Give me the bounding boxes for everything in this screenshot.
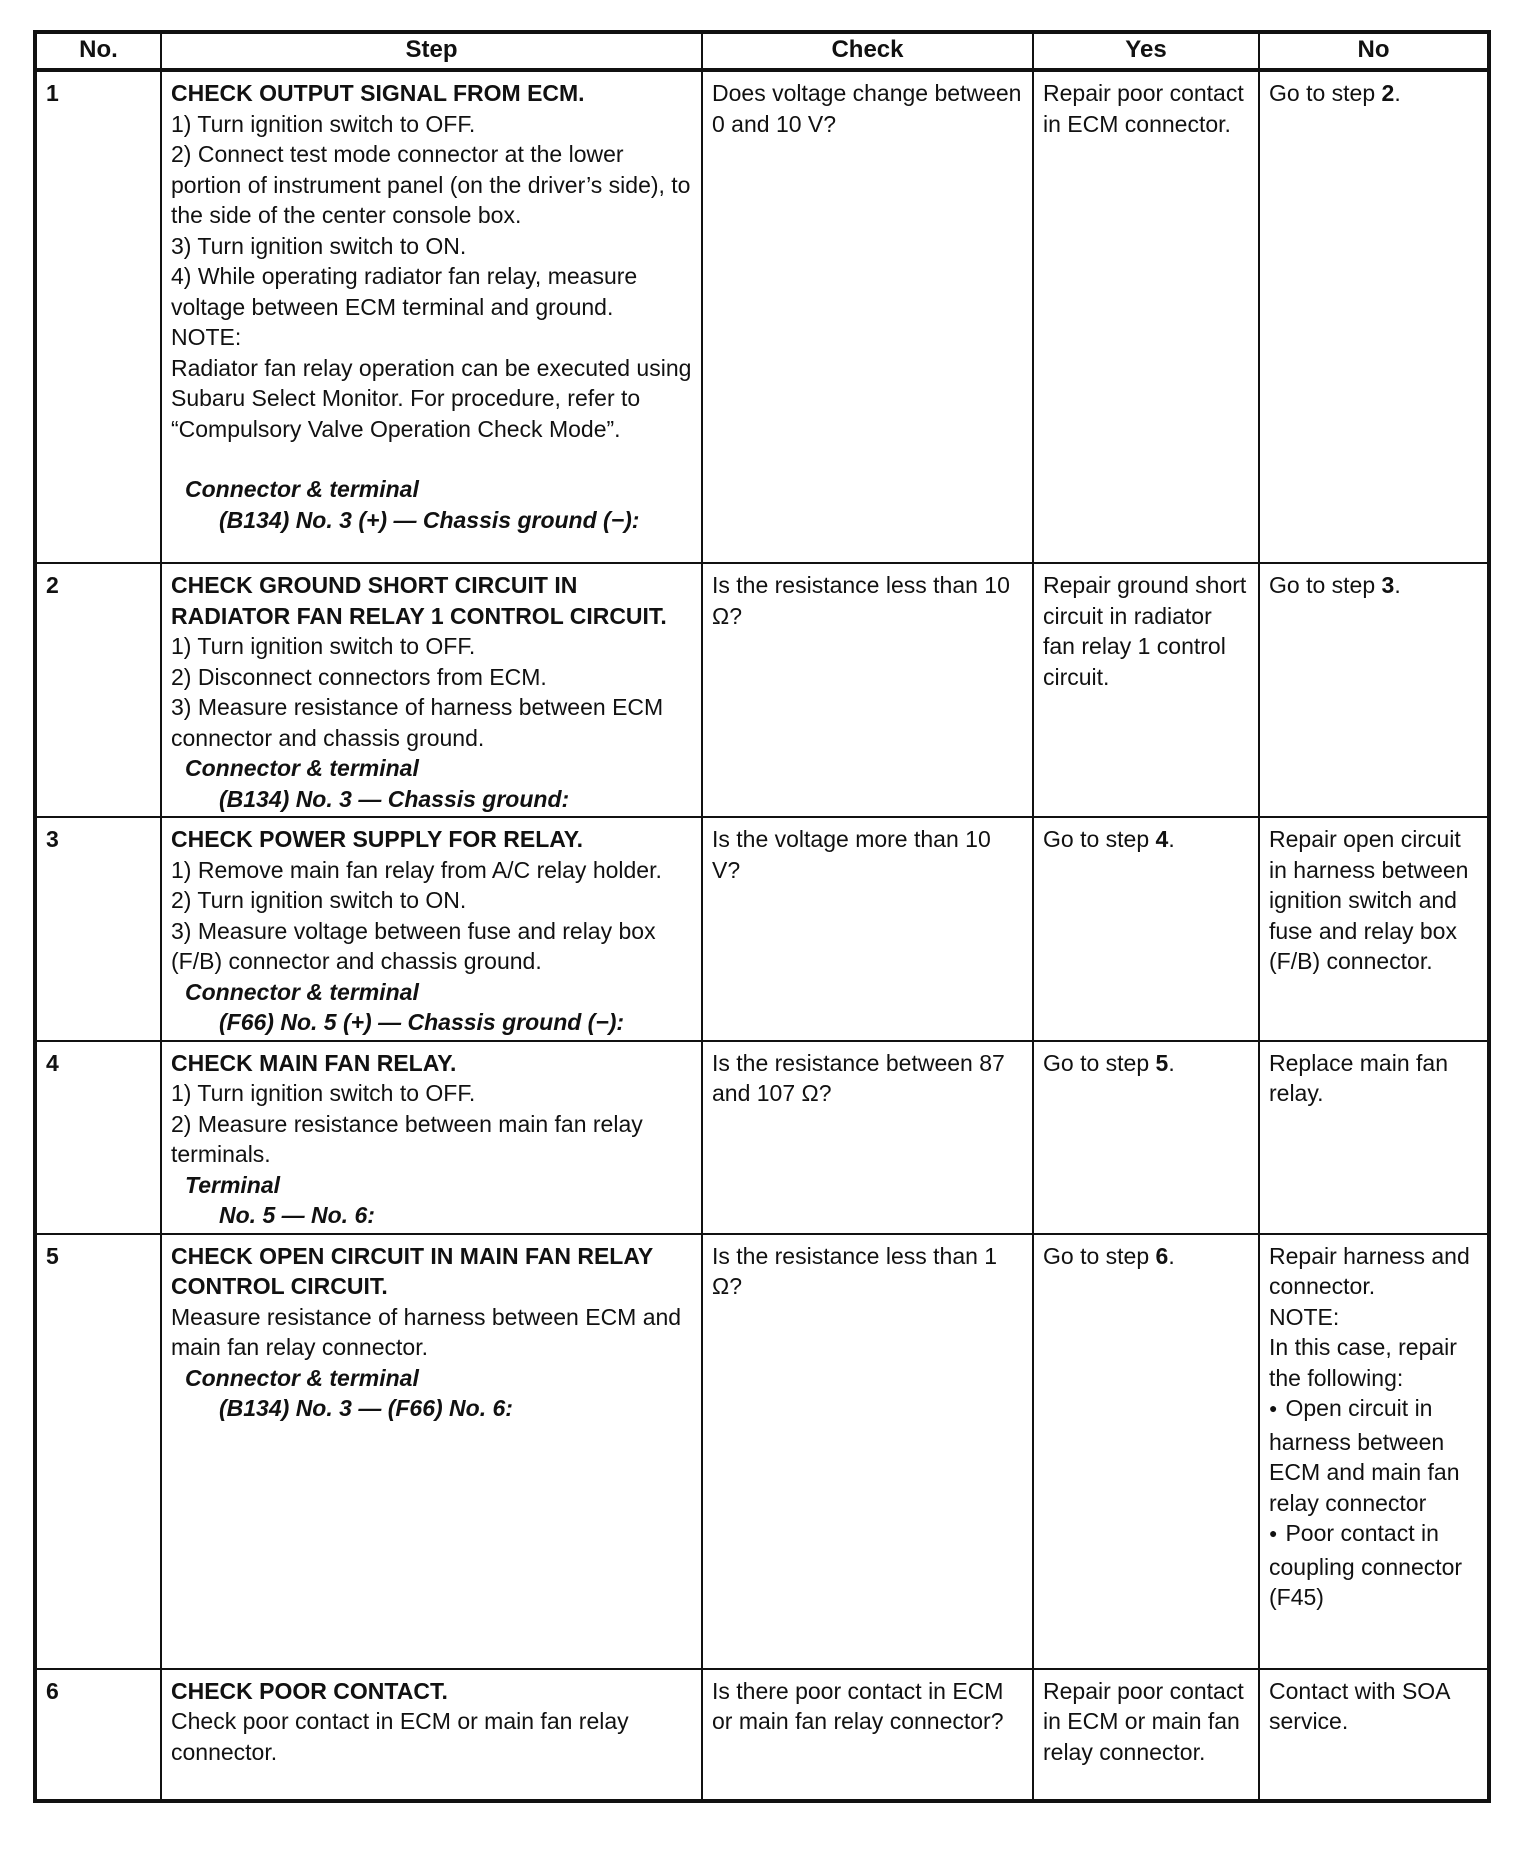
header-row [35,32,1489,70]
yes-step-ref: 4 [1155,826,1169,852]
step-title: CHECK MAIN FAN RELAY. [171,1049,457,1076]
step-number: 4 [35,1041,161,1234]
yes-cell: Go to step 4. [1033,817,1259,1041]
no-intro: Repair harness and connector. [1269,1242,1470,1299]
step-cell [161,1669,702,1801]
step-line: 4) While operating radiator fan relay, measure voltage between ECM terminal and ground. [171,263,638,320]
step-line: 3) Measure resistance of harness between ECM connector and chassis ground. [171,694,664,751]
step-line: 1) Turn ignition switch to OFF. [171,633,476,659]
step-line: 3) Measure voltage between fuse and relay box (F/B) connector and chassis ground. [171,917,656,974]
yes-cell: Repair poor contact in ECM or main fan relay connector. [1033,1669,1259,1801]
no-step-ref: 3 [1381,572,1395,598]
check-cell: Is the resistance less than 10 Ω? [702,563,1033,817]
no-cell: Replace main fan relay. [1259,1041,1489,1234]
step-line: 2) Measure resistance between main fan relay terminals. [171,1110,643,1167]
step-line: Check poor contact in ECM or main fan relay connector. [171,1708,629,1765]
step-cell [161,1041,702,1234]
table-row [35,70,1489,563]
step-title: CHECK POWER SUPPLY FOR RELAY. [171,826,583,852]
connector-label: Connector & terminal [185,755,419,781]
step-title: CHECK OUTPUT SIGNAL FROM ECM. [171,80,585,106]
yes-cell: Go to step 6. [1033,1234,1259,1669]
table-row [35,1041,1489,1234]
yes-text: Go to step [1043,826,1156,852]
table-row [35,1234,1489,1669]
header-check: Check [702,32,1033,70]
yes-cell: Repair poor contact in ECM connector. [1033,70,1259,563]
no-text: Go to step [1269,80,1382,106]
step-note-text: Radiator fan relay operation can be executed using Subaru Select Monitor. For procedure, refer to “Compulsory Valve Operation Check Mode”. [171,354,692,442]
connector-label: Connector & terminal [185,978,419,1005]
step-cell [161,70,702,563]
yes-text: Go to step [1043,1049,1156,1076]
step-line: 1) Turn ignition switch to OFF. [171,110,476,137]
step-line: 1) Remove main fan relay from A/C relay holder. [171,856,662,883]
check-cell: Does voltage change between 0 and 10 V? [702,70,1033,563]
table-row [35,817,1489,1041]
step-line: Measure resistance of harness between ECM and main fan relay connector. [171,1303,682,1360]
connector-value: No. 5 — No. 6: [219,1202,375,1228]
step-line: 1) Turn ignition switch to OFF. [171,1080,476,1106]
check-cell: Is there poor contact in ECM or main fan relay connector? [702,1669,1033,1801]
header-no: No. [35,32,161,70]
no-cell: Repair open circuit in harness between ignition switch and fuse and relay box (F/B) connector. [1259,817,1489,1041]
diagnostic-table [33,30,1491,1803]
step-number: 6 [35,1669,161,1801]
bullet-icon [1269,1395,1285,1421]
step-title: CHECK POOR CONTACT. [171,1677,448,1704]
no-note-text: In this case, repair the following: [1269,1334,1457,1391]
connector-label: Connector & terminal [185,476,419,502]
step-cell [161,563,702,817]
step-title: CHECK OPEN CIRCUIT IN MAIN FAN RELAY CONTROL CIRCUIT. [171,1242,653,1299]
yes-step-ref: 6 [1155,1242,1169,1269]
no-cell: Go to step 3. [1259,563,1489,817]
yes-cell: Go to step 5. [1033,1041,1259,1234]
check-cell: Is the resistance less than 1 Ω? [702,1234,1033,1669]
no-cell: Go to step 2. [1259,70,1489,563]
table-row [35,1669,1489,1801]
no-cell [1259,1234,1489,1669]
step-cell [161,1234,702,1669]
no-bullet-item: ● Open circuit in harness between ECM and main fan relay connector [1269,1393,1479,1518]
connector-value: (B134) No. 3 — (F66) No. 6: [219,1395,513,1421]
connector-label: Connector & terminal [185,1364,419,1391]
step-line: 2) Disconnect connectors from ECM. [171,663,547,690]
header-step: Step [161,32,702,70]
no-note-label: NOTE: [1269,1303,1340,1330]
step-line: 2) Connect test mode connector at the lower portion of instrument panel (on the driver’s side), to the side of the center console box. [171,141,691,228]
yes-step-ref: 5 [1155,1049,1169,1076]
check-cell: Is the voltage more than 10 V? [702,817,1033,1041]
step-number: 2 [35,563,161,817]
no-bullet-item: ● Poor contact in coupling connector (F45) [1269,1518,1479,1613]
step-number: 3 [35,817,161,1041]
bullet-icon [1269,1520,1285,1546]
check-cell: Is the resistance between 87 and 107 Ω? [702,1041,1033,1234]
table-row [35,563,1489,817]
connector-value: (F66) No. 5 (+) — Chassis ground (−): [219,1009,625,1035]
connector-value: (B134) No. 3 — Chassis ground: [219,785,570,812]
no-text: Go to step [1269,572,1382,598]
yes-text: Go to step [1043,1242,1156,1269]
yes-cell: Repair ground short circuit in radiator fan relay 1 control circuit. [1033,563,1259,817]
step-number: 1 [35,70,161,563]
step-number: 5 [35,1234,161,1669]
step-line: 3) Turn ignition switch to ON. [171,232,467,259]
step-title: CHECK GROUND SHORT CIRCUIT IN RADIATOR FAN RELAY 1 CONTROL CIRCUIT. [171,572,667,629]
step-note-label: NOTE: [171,324,242,350]
connector-label: Terminal [185,1171,281,1198]
no-cell: Contact with SOA service. [1259,1669,1489,1801]
step-cell [161,817,702,1041]
no-step-ref: 2 [1381,80,1395,106]
step-line: 2) Turn ignition switch to ON. [171,887,467,913]
header-yes: Yes [1033,32,1259,70]
header-no-result: No [1259,32,1489,70]
connector-value: (B134) No. 3 (+) — Chassis ground (−): [219,506,640,533]
